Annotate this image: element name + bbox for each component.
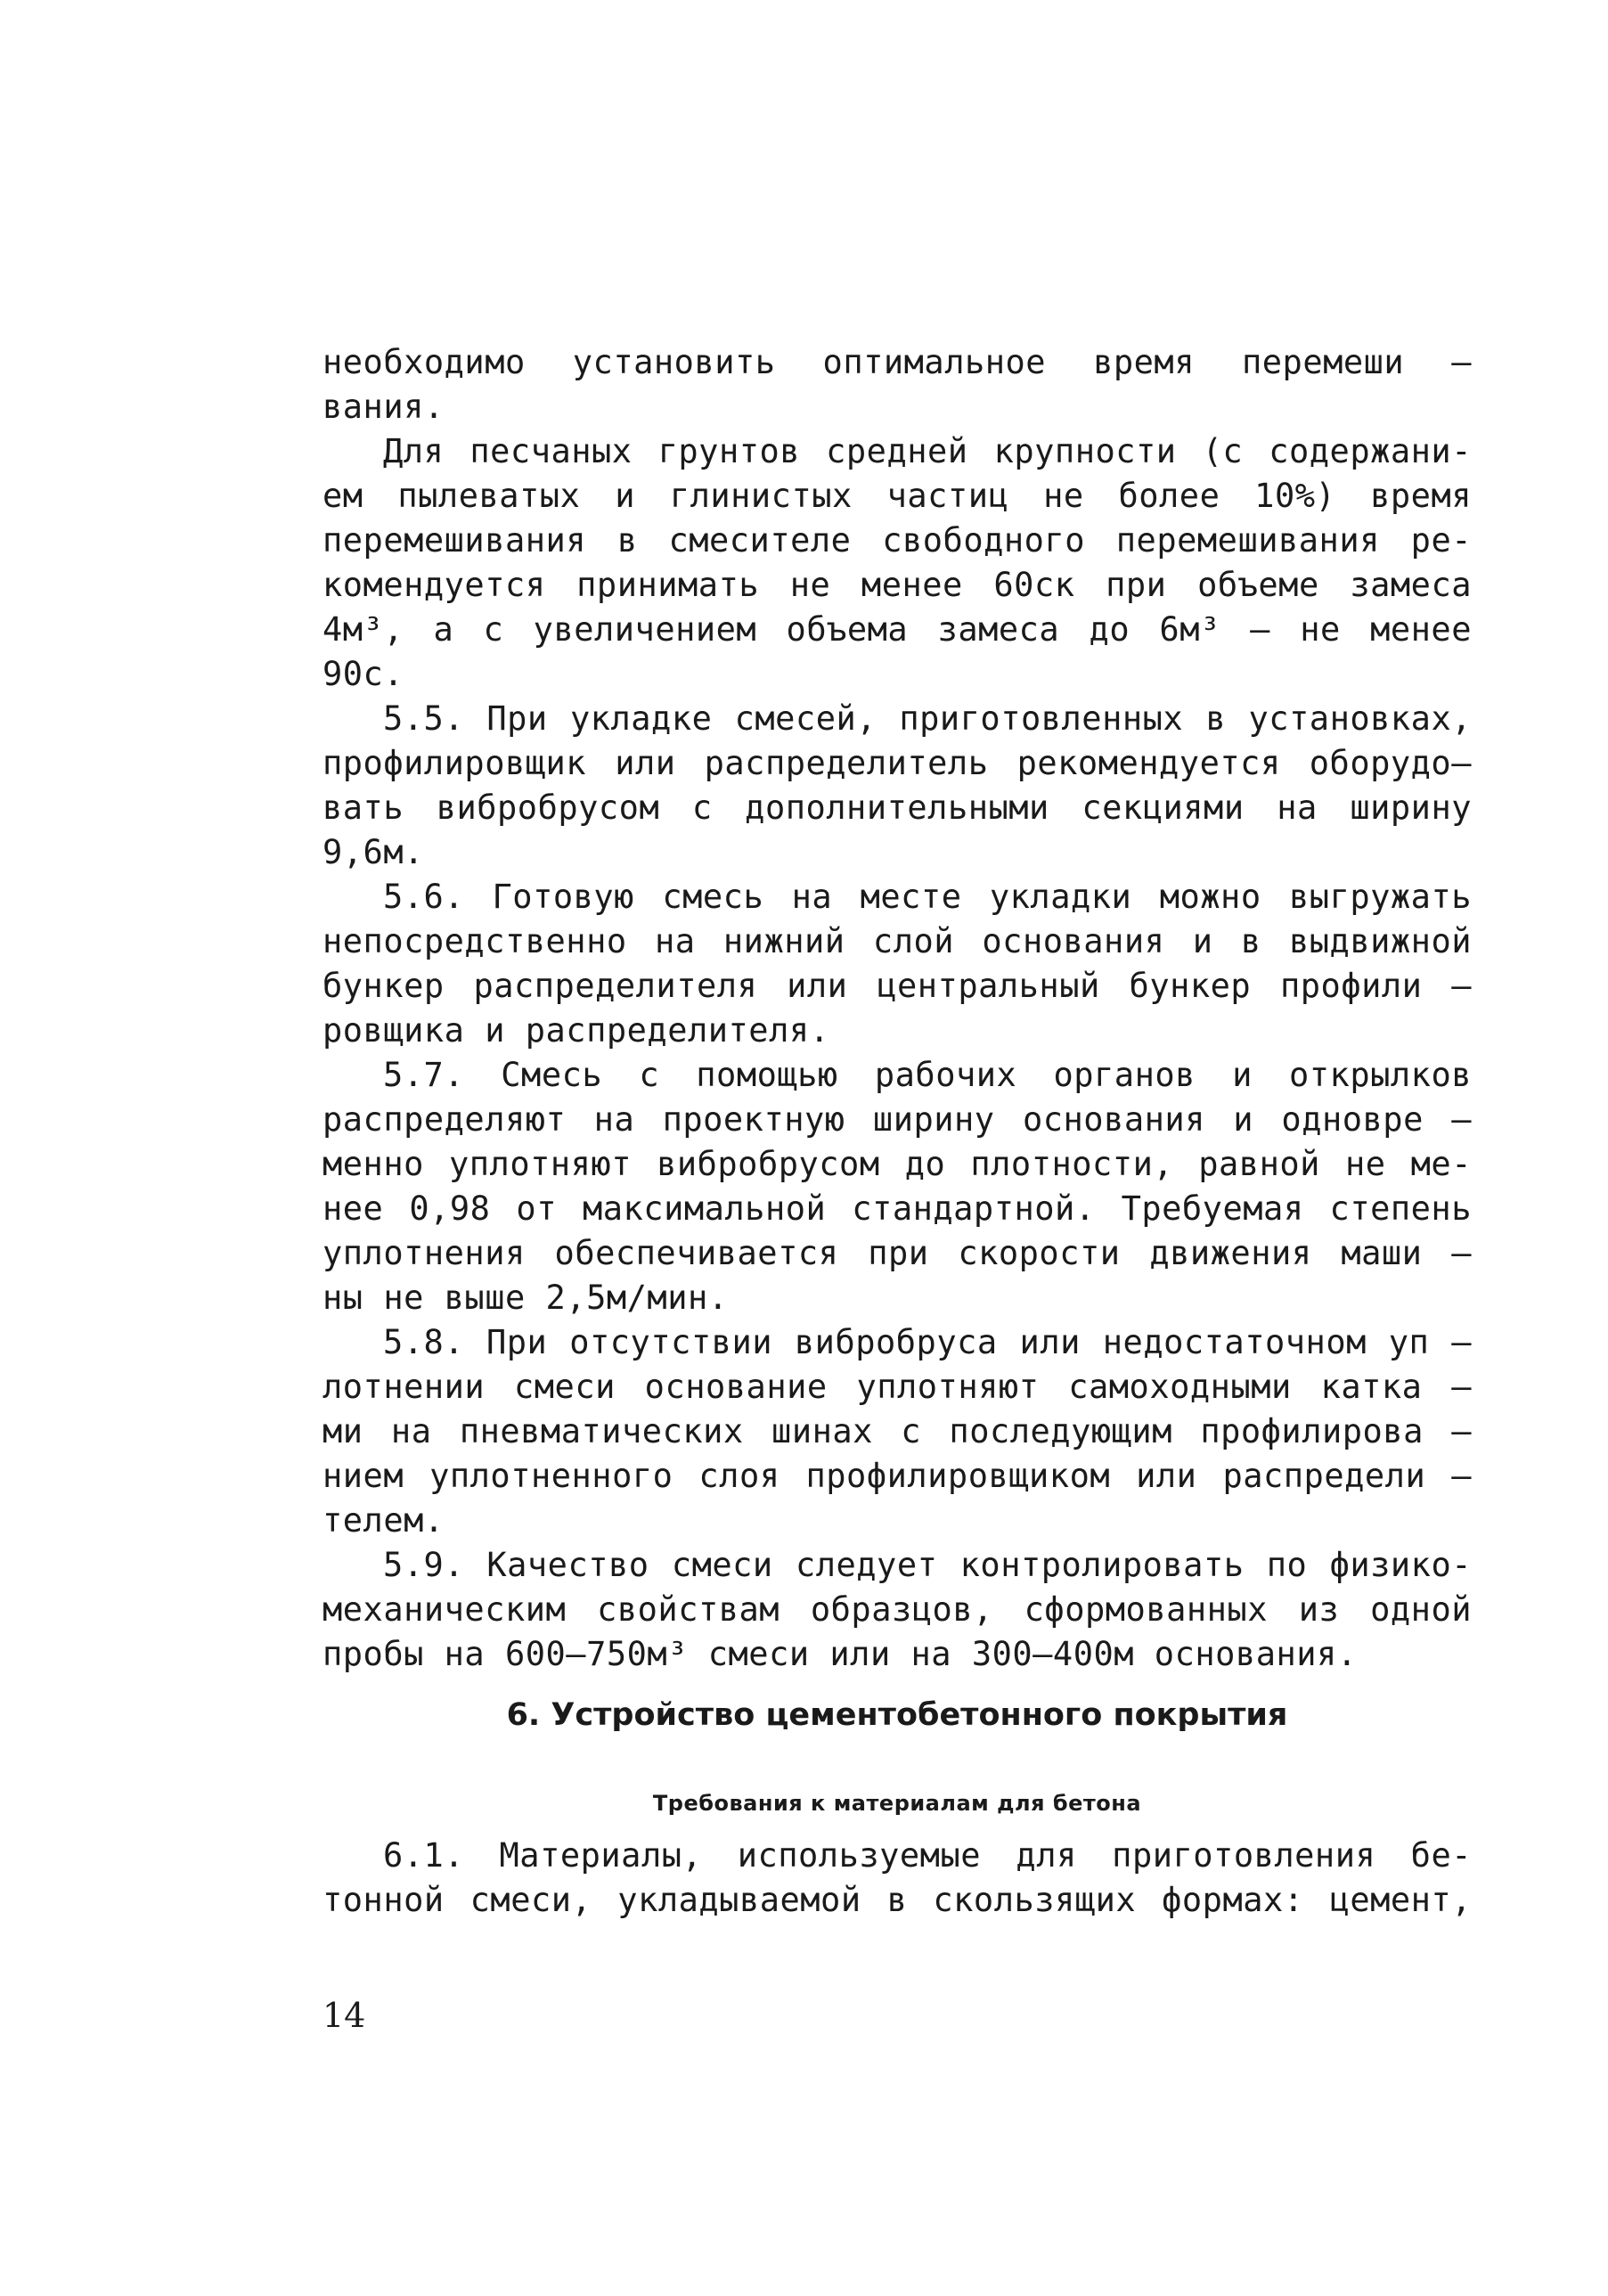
text-line: 90с.: [322, 655, 404, 693]
text-line: менно уплотняют вибробрусом до плотности, равной не ме-: [322, 1145, 1472, 1183]
text-line: комендуется принимать не менее 60ск при объеме замеса: [322, 566, 1472, 604]
text-line: ны не выше 2,5м/мин.: [322, 1279, 729, 1317]
text-line: телем.: [322, 1501, 445, 1540]
text-line: ровщика и распределителя.: [322, 1011, 830, 1050]
text-line: 6.1. Материалы, используемые для приготовления бе-: [383, 1836, 1472, 1875]
text-line: 5.9. Качество смеси следует контролировать по физико-: [383, 1546, 1472, 1584]
text-line: 5.5. При укладке смесей, приготовленных в установках,: [383, 699, 1472, 738]
text-line: 5.7. Смесь с помощью рабочих органов и открылков: [383, 1056, 1472, 1094]
text-line: 4м³, а с увеличением объема замеса до 6м³ – не менее: [322, 610, 1472, 649]
text-line: необходимо установить оптимальное время перемеши –: [322, 343, 1472, 381]
text-line: 9,6м.: [322, 833, 424, 871]
text-line: тонной смеси, укладываемой в скользящих формах: цемент,: [322, 1881, 1472, 1919]
text-line: Для песчаных грунтов средней крупности (с содержани-: [383, 432, 1472, 470]
text-line: бункер распределителя или центральный бункер профили –: [322, 967, 1472, 1005]
section-title: 6. Устройство цементобетонного покрытия: [506, 1697, 1288, 1733]
text-line: вания.: [322, 388, 445, 426]
text-line: непосредственно на нижний слой основания и в выдвижной: [322, 922, 1472, 960]
text-line: нее 0,98 от максимальной стандартной. Требуемая степень: [322, 1189, 1472, 1228]
text-line: ми на пневматических шинах с последующим профилирова –: [322, 1412, 1472, 1450]
text-line: распределяют на проектную ширину основания и одновре –: [322, 1100, 1472, 1139]
subsection-title: Требования к материалам для бетона: [652, 1791, 1142, 1816]
text-line: нием уплотненного слоя профилировщиком или распредели –: [322, 1457, 1472, 1495]
text-line: ем пылеватых и глинистых частиц не более 10%) время: [322, 477, 1472, 515]
text-line: перемешивания в смесителе свободного перемешивания ре-: [322, 521, 1472, 560]
text-line: 5.6. Готовую смесь на месте укладки можно выгружать: [383, 878, 1472, 916]
text-line: уплотнения обеспечивается при скорости движения маши –: [322, 1234, 1472, 1272]
page-number: 14: [322, 1996, 366, 2035]
text-line: пробы на 600–750м³ смеси или на 300–400м основания.: [322, 1635, 1358, 1673]
text-line: 5.8. При отсутствии вибробруса или недостаточном уп –: [383, 1323, 1472, 1361]
text-line: вать вибробрусом с дополнительными секциями на ширину: [322, 788, 1472, 827]
text-line: лотнении смеси основание уплотняют самоходными катка –: [322, 1368, 1472, 1406]
text-line: механическим свойствам образцов, сформованных из одной: [322, 1590, 1472, 1629]
text-line: профилировщик или распределитель рекомендуется оборудо–: [322, 744, 1472, 782]
